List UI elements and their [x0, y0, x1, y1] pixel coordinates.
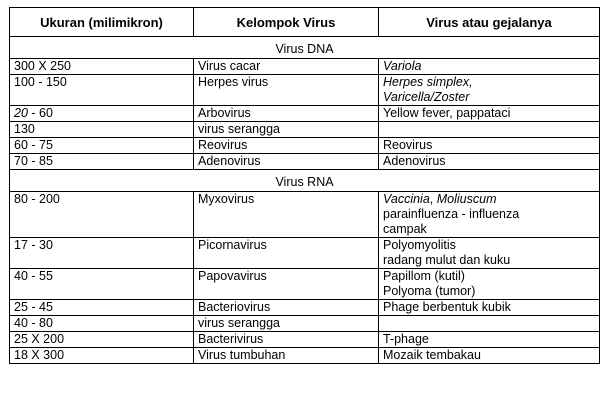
virus-line — [383, 238, 595, 253]
plain-text: campak — [383, 222, 427, 236]
table-row — [10, 192, 600, 238]
virus-line — [383, 284, 595, 299]
plain-text: parainfluenza - influenza — [383, 207, 520, 221]
italic-text: Herpes simplex, — [383, 75, 473, 89]
table-row — [10, 269, 600, 300]
virus-cell — [379, 269, 600, 300]
table-row — [10, 348, 600, 364]
size-cell: 300 X 250 — [10, 59, 194, 75]
group-cell: Virus cacar — [194, 59, 379, 75]
virus-line — [383, 90, 595, 105]
table-row — [10, 122, 600, 138]
group-cell: Bacterivirus — [194, 332, 379, 348]
virus-cell — [379, 154, 600, 170]
group-cell: Picornavirus — [194, 238, 379, 269]
virus-cell — [379, 332, 600, 348]
plain-text: Yellow fever, pappataci — [383, 106, 511, 120]
size-cell: 25 - 45 — [10, 300, 194, 316]
italic-text: Varicella/Zoster — [383, 90, 470, 104]
virus-line — [383, 138, 595, 153]
size-cell: 70 - 85 — [10, 154, 194, 170]
size-cell: 40 - 55 — [10, 269, 194, 300]
size-cell: 17 - 30 — [10, 238, 194, 269]
header-group: Kelompok Virus — [194, 8, 379, 37]
table-row — [10, 106, 600, 122]
header-row — [10, 8, 600, 37]
group-cell: Bacteriovirus — [194, 300, 379, 316]
virus-line — [383, 348, 595, 363]
table-row — [10, 138, 600, 154]
group-cell: Adenovirus — [194, 154, 379, 170]
size-cell: 130 — [10, 122, 194, 138]
table-row — [10, 238, 600, 269]
header-virus: Virus atau gejalanya — [379, 8, 600, 37]
virus-line — [383, 106, 595, 121]
virus-line — [383, 222, 595, 237]
section-row — [10, 37, 600, 59]
plain-text: radang mulut dan kuku — [383, 253, 511, 267]
plain-text: , — [429, 192, 437, 206]
italic-text: 20 — [14, 106, 28, 120]
virus-line — [383, 75, 595, 90]
group-cell: Reovirus — [194, 138, 379, 154]
section-title: Virus DNA — [10, 37, 600, 59]
section-title: Virus RNA — [10, 170, 600, 192]
italic-text: Variola — [383, 59, 422, 73]
virus-cell — [379, 300, 600, 316]
group-cell: Papovavirus — [194, 269, 379, 300]
plain-text: Adenovirus — [383, 154, 446, 168]
virus-cell — [379, 75, 600, 106]
group-cell: virus serangga — [194, 316, 379, 332]
size-cell: 40 - 80 — [10, 316, 194, 332]
table-row — [10, 332, 600, 348]
plain-text: T-phage — [383, 332, 429, 346]
table-row — [10, 59, 600, 75]
table-row — [10, 75, 600, 106]
group-cell: Virus tumbuhan — [194, 348, 379, 364]
virus-line — [383, 192, 595, 207]
virus-cell — [379, 106, 600, 122]
virus-line — [383, 332, 595, 347]
virus-cell — [379, 348, 600, 364]
group-cell: Myxovirus — [194, 192, 379, 238]
virus-line — [383, 269, 595, 284]
table-row — [10, 316, 600, 332]
size-cell: 80 - 200 — [10, 192, 194, 238]
plain-text: Papillom (kutil) — [383, 269, 465, 283]
virus-cell — [379, 122, 600, 138]
group-cell: Herpes virus — [194, 75, 379, 106]
virus-line — [383, 154, 595, 169]
size-cell: 25 X 200 — [10, 332, 194, 348]
size-cell: 100 - 150 — [10, 75, 194, 106]
plain-text: Polyoma (tumor) — [383, 284, 476, 298]
section-row — [10, 170, 600, 192]
virus-line — [383, 59, 595, 74]
virus-line — [383, 253, 595, 268]
virus-cell — [379, 192, 600, 238]
virus-table — [9, 7, 600, 364]
table-row — [10, 300, 600, 316]
table-body — [10, 37, 600, 364]
plain-text: - 60 — [27, 106, 53, 120]
size-cell: 60 - 75 — [10, 138, 194, 154]
virus-line — [383, 300, 595, 315]
size-cell: 18 X 300 — [10, 348, 194, 364]
italic-text: Moliuscum — [436, 192, 497, 206]
virus-line — [383, 207, 595, 222]
table-row — [10, 154, 600, 170]
group-cell: virus serangga — [194, 122, 379, 138]
virus-cell — [379, 138, 600, 154]
plain-text: Polyomyolitis — [383, 238, 456, 252]
size-cell — [10, 106, 194, 122]
virus-cell — [379, 316, 600, 332]
group-cell: Arbovirus — [194, 106, 379, 122]
plain-text: Phage berbentuk kubik — [383, 300, 511, 314]
virus-cell — [379, 238, 600, 269]
header-size: Ukuran (milimikron) — [10, 8, 194, 37]
plain-text: Reovirus — [383, 138, 433, 152]
plain-text: Mozaik tembakau — [383, 348, 481, 362]
italic-text: Vaccinia — [383, 192, 430, 206]
virus-cell — [379, 59, 600, 75]
